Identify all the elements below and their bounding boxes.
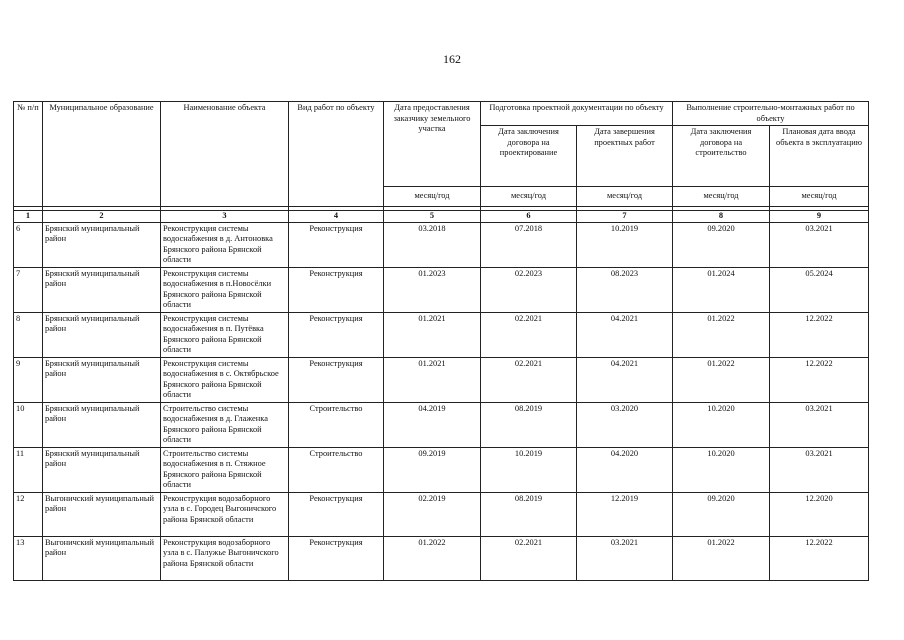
row-build-contract: 01.2024 [673, 267, 770, 312]
row-design-contract: 02.2021 [481, 536, 577, 580]
table-row [14, 267, 869, 312]
header-construction-group: Выполнение строительно-монтажных работ по объекту [673, 102, 869, 126]
row-design-finish: 04.2020 [577, 447, 673, 492]
row-commission: 12.2022 [770, 536, 869, 580]
row-design-contract: 02.2023 [481, 267, 577, 312]
page-number: 162 [443, 52, 461, 66]
row-object: Реконструкция водозаборного узла в с. Палужье Выгоничского района Брянской области [161, 536, 289, 580]
header-object-name: Наименование объекта [161, 102, 289, 207]
row-design-contract: 08.2019 [481, 492, 577, 536]
row-object: Реконструкция системы водоснабжения в с. Октябрьское Брянского района Брянской области [161, 357, 289, 402]
unit-cell: месяц/год [577, 187, 673, 207]
unit-cell: месяц/год [770, 187, 869, 207]
row-design-contract: 02.2021 [481, 312, 577, 357]
row-object: Строительство системы водоснабжения в д. Глаженка Брянского района Брянской области [161, 402, 289, 447]
row-commission: 12.2020 [770, 492, 869, 536]
row-num: 8 [14, 312, 43, 357]
row-design-finish: 04.2021 [577, 357, 673, 402]
table-row [14, 402, 869, 447]
row-design-finish: 08.2023 [577, 267, 673, 312]
row-land-date: 01.2021 [384, 357, 481, 402]
row-design-finish: 03.2020 [577, 402, 673, 447]
row-commission: 03.2021 [770, 222, 869, 267]
row-build-contract: 01.2022 [673, 357, 770, 402]
table-row [14, 492, 869, 536]
row-build-contract: 10.2020 [673, 447, 770, 492]
header-design-group: Подготовка проектной документации по объекту [481, 102, 673, 126]
row-design-finish: 04.2021 [577, 312, 673, 357]
row-land-date: 09.2019 [384, 447, 481, 492]
row-object: Реконструкция системы водоснабжения в д. Антоновка Брянского района Брянской области [161, 222, 289, 267]
row-commission: 12.2022 [770, 312, 869, 357]
header-design-finish: Дата завершения проектных работ [577, 126, 673, 187]
row-land-date: 02.2019 [384, 492, 481, 536]
row-municipality: Брянский муниципальный район [43, 402, 161, 447]
row-work-type: Реконструкция [289, 222, 384, 267]
header-construction-contract: Дата заключения договора на строительство [673, 126, 770, 187]
column-number: 4 [289, 211, 384, 223]
unit-cell: месяц/год [384, 187, 481, 207]
column-number: 1 [14, 211, 43, 223]
header-municipality: Муниципальное образование [43, 102, 161, 207]
row-design-contract: 02.2021 [481, 357, 577, 402]
row-land-date: 01.2021 [384, 312, 481, 357]
column-number: 2 [43, 211, 161, 223]
row-design-contract: 07.2018 [481, 222, 577, 267]
row-work-type: Реконструкция [289, 492, 384, 536]
row-commission: 12.2022 [770, 357, 869, 402]
header-design-contract: Дата заключения договора на проектирование [481, 126, 577, 187]
row-object: Реконструкция системы водоснабжения в п.Новосёлки Брянского района Брянской области [161, 267, 289, 312]
schedule-table [13, 101, 869, 581]
row-build-contract: 01.2022 [673, 312, 770, 357]
row-commission: 03.2021 [770, 402, 869, 447]
row-object: Строительство системы водоснабжения в п. Стяжное Брянского района Брянской области [161, 447, 289, 492]
row-municipality: Выгоничский муниципальный район [43, 492, 161, 536]
row-land-date: 01.2022 [384, 536, 481, 580]
row-num: 7 [14, 267, 43, 312]
header-commission-date: Плановая дата ввода объекта в эксплуатацию [770, 126, 869, 187]
row-work-type: Строительство [289, 447, 384, 492]
row-design-finish: 12.2019 [577, 492, 673, 536]
table-row [14, 447, 869, 492]
row-num: 10 [14, 402, 43, 447]
row-build-contract: 09.2020 [673, 492, 770, 536]
header-work-type: Вид работ по объекту [289, 102, 384, 207]
row-num: 13 [14, 536, 43, 580]
row-work-type: Реконструкция [289, 357, 384, 402]
row-work-type: Строительство [289, 402, 384, 447]
header-land-date: Дата предоставления заказчику земельного участка [384, 102, 481, 187]
row-municipality: Брянский муниципальный район [43, 312, 161, 357]
row-num: 11 [14, 447, 43, 492]
table-row [14, 536, 869, 580]
row-land-date: 04.2019 [384, 402, 481, 447]
header-num: № п/п [14, 102, 43, 207]
row-design-contract: 08.2019 [481, 402, 577, 447]
row-build-contract: 01.2022 [673, 536, 770, 580]
column-number: 8 [673, 211, 770, 223]
row-land-date: 01.2023 [384, 267, 481, 312]
row-design-contract: 10.2019 [481, 447, 577, 492]
unit-cell: месяц/год [481, 187, 577, 207]
column-number: 5 [384, 211, 481, 223]
row-design-finish: 10.2019 [577, 222, 673, 267]
table-row [14, 222, 869, 267]
row-commission: 05.2024 [770, 267, 869, 312]
row-land-date: 03.2018 [384, 222, 481, 267]
row-municipality: Брянский муниципальный район [43, 357, 161, 402]
row-work-type: Реконструкция [289, 267, 384, 312]
table-row [14, 357, 869, 402]
row-municipality: Выгоничский муниципальный район [43, 536, 161, 580]
row-num: 12 [14, 492, 43, 536]
row-municipality: Брянский муниципальный район [43, 447, 161, 492]
row-work-type: Реконструкция [289, 536, 384, 580]
row-municipality: Брянский муниципальный район [43, 222, 161, 267]
column-number: 3 [161, 211, 289, 223]
row-num: 6 [14, 222, 43, 267]
row-build-contract: 10.2020 [673, 402, 770, 447]
row-municipality: Брянский муниципальный район [43, 267, 161, 312]
row-commission: 03.2021 [770, 447, 869, 492]
table-row [14, 312, 869, 357]
column-number-row [14, 211, 869, 223]
row-work-type: Реконструкция [289, 312, 384, 357]
row-object: Реконструкция системы водоснабжения в п. Путёвка Брянского района Брянской области [161, 312, 289, 357]
column-number: 9 [770, 211, 869, 223]
unit-cell: месяц/год [673, 187, 770, 207]
row-object: Реконструкция водозаборного узла в с. Городец Выгоничского района Брянской области [161, 492, 289, 536]
row-build-contract: 09.2020 [673, 222, 770, 267]
column-number: 6 [481, 211, 577, 223]
column-number: 7 [577, 211, 673, 223]
row-design-finish: 03.2021 [577, 536, 673, 580]
row-num: 9 [14, 357, 43, 402]
